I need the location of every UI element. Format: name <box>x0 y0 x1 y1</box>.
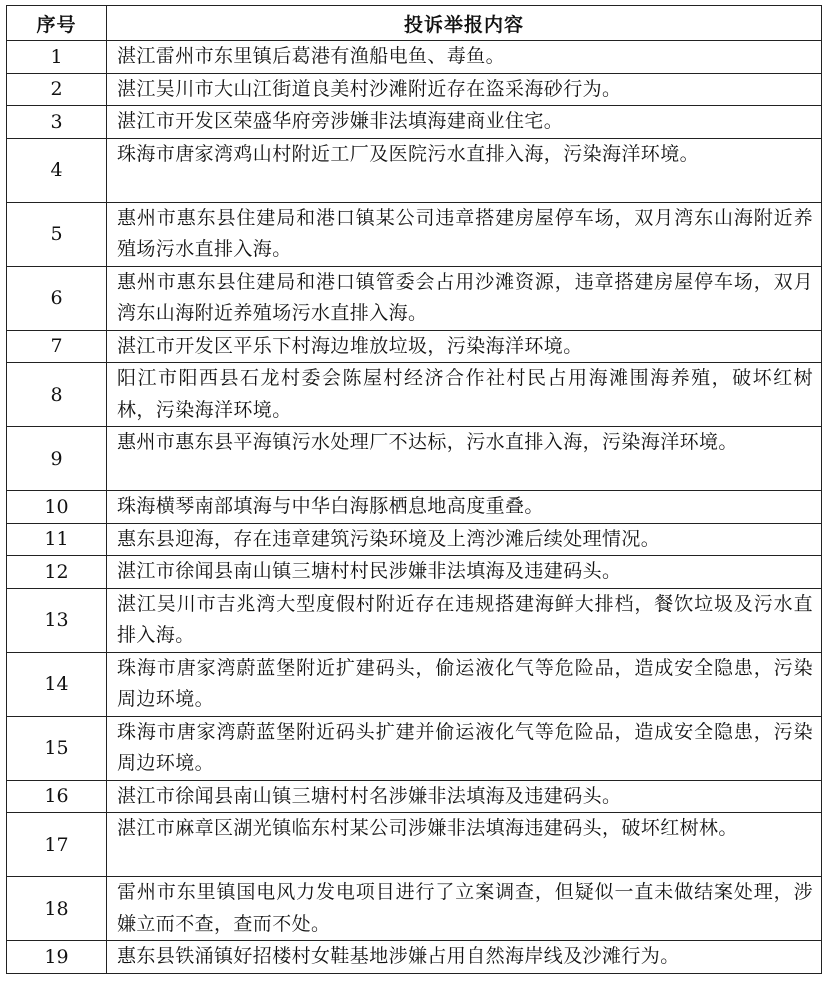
row-content: 湛江吴川市吉兆湾大型度假村附近存在违规搭建海鲜大排档，餐饮垃圾及污水直排入海。 <box>107 588 822 652</box>
table-row <box>7 813 822 877</box>
row-number: 9 <box>7 427 107 491</box>
row-number: 1 <box>7 41 107 74</box>
header-number: 序号 <box>7 6 107 41</box>
table-row <box>7 73 822 106</box>
row-number: 14 <box>7 652 107 716</box>
row-number: 3 <box>7 106 107 139</box>
row-content: 阳江市阳西县石龙村委会陈屋村经济合作社村民占用海滩围海养殖，破坏红树林，污染海洋环境。 <box>107 363 822 427</box>
table-row <box>7 523 822 556</box>
row-content: 湛江雷州市东里镇后葛港有渔船电鱼、毒鱼。 <box>107 41 822 74</box>
table-row <box>7 716 822 780</box>
row-content: 珠海市唐家湾蔚蓝堡附近码头扩建并偷运液化气等危险品，造成安全隐患，污染周边环境。 <box>107 716 822 780</box>
row-number: 8 <box>7 363 107 427</box>
header-content: 投诉举报内容 <box>107 6 822 41</box>
table-row <box>7 138 822 202</box>
row-content: 惠州市惠东县住建局和港口镇某公司违章搭建房屋停车场，双月湾东山海附近养殖场污水直排入海。 <box>107 202 822 266</box>
complaints-table <box>6 5 822 974</box>
row-number: 19 <box>7 941 107 974</box>
row-number: 6 <box>7 266 107 330</box>
row-number: 13 <box>7 588 107 652</box>
table-row <box>7 330 822 363</box>
row-content: 湛江市徐闻县南山镇三塘村村名涉嫌非法填海及违建码头。 <box>107 780 822 813</box>
row-content: 惠州市惠东县住建局和港口镇管委会占用沙滩资源，违章搭建房屋停车场，双月湾东山海附近养殖场污水直排入海。 <box>107 266 822 330</box>
row-number: 12 <box>7 556 107 589</box>
row-content: 珠海市唐家湾蔚蓝堡附近扩建码头，偷运液化气等危险品，造成安全隐患，污染周边环境。 <box>107 652 822 716</box>
table-row <box>7 491 822 524</box>
row-content: 惠东县迎海，存在违章建筑污染环境及上湾沙滩后续处理情况。 <box>107 523 822 556</box>
row-number: 17 <box>7 813 107 877</box>
row-content: 湛江市徐闻县南山镇三塘村村民涉嫌非法填海及违建码头。 <box>107 556 822 589</box>
row-number: 18 <box>7 877 107 941</box>
row-number: 16 <box>7 780 107 813</box>
row-content: 珠海市唐家湾鸡山村附近工厂及医院污水直排入海，污染海洋环境。 <box>107 138 822 202</box>
table-row <box>7 652 822 716</box>
table-row <box>7 202 822 266</box>
row-number: 15 <box>7 716 107 780</box>
table-row <box>7 556 822 589</box>
row-content: 湛江吴川市大山江街道良美村沙滩附近存在盗采海砂行为。 <box>107 73 822 106</box>
table-row <box>7 780 822 813</box>
row-number: 11 <box>7 523 107 556</box>
table-row <box>7 941 822 974</box>
table-row <box>7 427 822 491</box>
row-number: 2 <box>7 73 107 106</box>
row-number: 5 <box>7 202 107 266</box>
table-row <box>7 588 822 652</box>
row-content: 珠海横琴南部填海与中华白海豚栖息地高度重叠。 <box>107 491 822 524</box>
row-number: 10 <box>7 491 107 524</box>
row-content: 雷州市东里镇国电风力发电项目进行了立案调查，但疑似一直未做结案处理，涉嫌立而不查，查而不处。 <box>107 877 822 941</box>
row-content: 湛江市开发区平乐下村海边堆放垃圾，污染海洋环境。 <box>107 330 822 363</box>
row-number: 7 <box>7 330 107 363</box>
table-row <box>7 266 822 330</box>
row-content: 惠东县铁涌镇好招楼村女鞋基地涉嫌占用自然海岸线及沙滩行为。 <box>107 941 822 974</box>
table-row <box>7 41 822 74</box>
table-row <box>7 363 822 427</box>
row-content: 湛江市开发区荣盛华府旁涉嫌非法填海建商业住宅。 <box>107 106 822 139</box>
row-content: 惠州市惠东县平海镇污水处理厂不达标，污水直排入海，污染海洋环境。 <box>107 427 822 491</box>
row-number: 4 <box>7 138 107 202</box>
table-row <box>7 106 822 139</box>
row-content: 湛江市麻章区湖光镇临东村某公司涉嫌非法填海违建码头，破坏红树林。 <box>107 813 822 877</box>
table-header-row <box>7 6 822 41</box>
table-row <box>7 877 822 941</box>
